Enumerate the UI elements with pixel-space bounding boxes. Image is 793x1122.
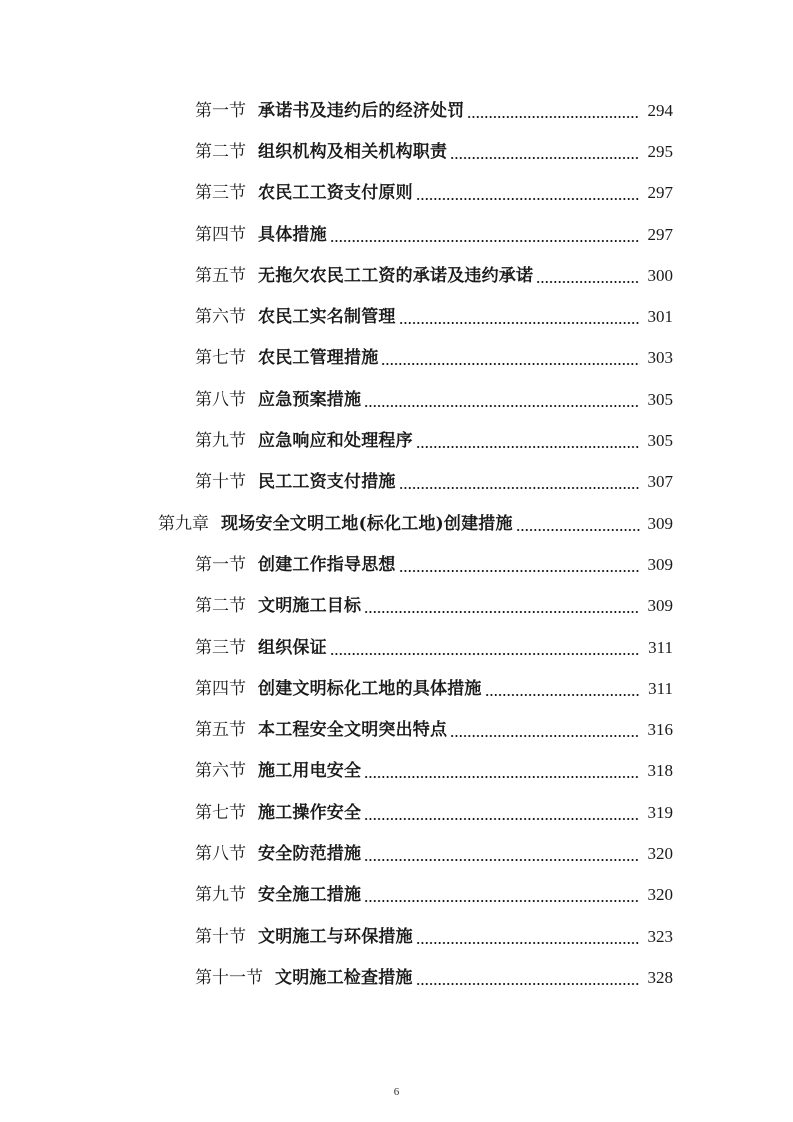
toc-entry-title: 文明施工与环保措施	[258, 926, 413, 947]
toc-section-entry[interactable]	[0, 296, 793, 337]
dot-leader	[330, 240, 640, 242]
dot-leader	[364, 776, 640, 778]
toc-entry-title: 应急响应和处理程序	[258, 431, 413, 452]
toc-entry-number: 第二节	[195, 141, 246, 162]
dot-leader	[416, 198, 640, 200]
toc-entry-title: 创建文明标化工地的具体措施	[258, 678, 482, 699]
toc-section-entry[interactable]	[0, 916, 793, 957]
toc-section-entry[interactable]	[0, 131, 793, 172]
toc-entry-number: 第五节	[195, 720, 246, 741]
dot-leader	[364, 900, 640, 902]
toc-entry-title: 现场安全文明工地(标化工地)创建措施	[221, 513, 513, 534]
toc-section-entry[interactable]	[0, 875, 793, 916]
toc-section-entry[interactable]	[0, 379, 793, 420]
toc-entry-page: 305	[647, 389, 673, 409]
toc-entry-title: 本工程安全文明突出特点	[258, 720, 448, 741]
toc-entry-page: 297	[647, 183, 673, 203]
toc-entry-page: 316	[647, 720, 673, 740]
toc-entry-page: 318	[647, 761, 673, 781]
dot-leader	[381, 363, 640, 365]
toc-entry-page: 301	[647, 307, 673, 327]
toc-entry-title: 施工用电安全	[258, 761, 362, 782]
dot-leader	[364, 405, 640, 407]
dot-leader	[399, 487, 640, 489]
dot-leader	[450, 735, 640, 737]
dot-leader	[399, 322, 640, 324]
table-of-contents	[0, 90, 793, 999]
toc-entry-title: 应急预案措施	[258, 389, 362, 410]
dot-leader	[516, 529, 640, 531]
toc-entry-page: 309	[647, 596, 673, 616]
toc-section-entry[interactable]	[0, 544, 793, 585]
toc-entry-number: 第七节	[195, 348, 246, 369]
toc-entry-number: 第三节	[195, 637, 246, 658]
toc-entry-page: 309	[647, 554, 673, 574]
toc-entry-number: 第一节	[195, 100, 246, 121]
toc-entry-page: 311	[648, 678, 673, 698]
toc-entry-page: 300	[647, 265, 673, 285]
dot-leader	[485, 694, 640, 696]
toc-section-entry[interactable]	[0, 586, 793, 627]
toc-entry-page: 305	[647, 431, 673, 451]
dot-leader	[416, 942, 640, 944]
toc-chapter-entry[interactable]	[0, 503, 793, 544]
toc-section-entry[interactable]	[0, 462, 793, 503]
dot-leader	[416, 983, 640, 985]
dot-leader	[330, 653, 640, 655]
toc-entry-title: 文明施工目标	[258, 596, 362, 617]
toc-entry-page: 319	[647, 802, 673, 822]
toc-entry-number: 第九章	[158, 513, 209, 534]
toc-entry-number: 第一节	[195, 554, 246, 575]
toc-section-entry[interactable]	[0, 751, 793, 792]
toc-entry-title: 农民工实名制管理	[258, 307, 396, 328]
toc-entry-title: 安全施工措施	[258, 885, 362, 906]
toc-section-entry[interactable]	[0, 173, 793, 214]
page-number: 6	[393, 1086, 400, 1098]
toc-entry-page: 303	[647, 348, 673, 368]
toc-section-entry[interactable]	[0, 668, 793, 709]
toc-entry-title: 组织机构及相关机构职责	[258, 141, 448, 162]
toc-entry-number: 第五节	[195, 265, 246, 286]
toc-entry-number: 第七节	[195, 802, 246, 823]
toc-entry-page: 328	[647, 967, 673, 987]
toc-entry-title: 农民工工资支付原则	[258, 183, 413, 204]
toc-entry-title: 创建工作指导思想	[258, 554, 396, 575]
toc-section-entry[interactable]	[0, 627, 793, 668]
toc-entry-title: 文明施工检查措施	[275, 967, 413, 988]
toc-entry-title: 承诺书及违约后的经济处罚	[258, 100, 465, 121]
toc-entry-title: 无拖欠农民工工资的承诺及违约承诺	[258, 265, 534, 286]
toc-entry-page: 295	[647, 141, 673, 161]
toc-entry-page: 309	[647, 513, 673, 533]
toc-section-entry[interactable]	[0, 420, 793, 461]
toc-entry-number: 第四节	[195, 678, 246, 699]
toc-entry-page: 323	[647, 926, 673, 946]
toc-section-entry[interactable]	[0, 792, 793, 833]
toc-entry-page: 297	[647, 224, 673, 244]
dot-leader	[416, 446, 640, 448]
toc-section-entry[interactable]	[0, 255, 793, 296]
toc-entry-number: 第六节	[195, 307, 246, 328]
toc-entry-number: 第十一节	[195, 967, 263, 988]
toc-section-entry[interactable]	[0, 90, 793, 131]
toc-entry-page: 320	[647, 885, 673, 905]
toc-section-entry[interactable]	[0, 957, 793, 998]
toc-entry-number: 第八节	[195, 389, 246, 410]
toc-entry-title: 组织保证	[258, 637, 327, 658]
toc-entry-number: 第十节	[195, 472, 246, 493]
toc-entry-number: 第二节	[195, 596, 246, 617]
toc-entry-number: 第六节	[195, 761, 246, 782]
toc-entry-number: 第九节	[195, 885, 246, 906]
dot-leader	[467, 116, 640, 118]
toc-entry-number: 第九节	[195, 431, 246, 452]
toc-entry-number: 第八节	[195, 843, 246, 864]
dot-leader	[364, 859, 640, 861]
toc-entry-page: 294	[647, 100, 673, 120]
dot-leader	[364, 818, 640, 820]
toc-entry-title: 具体措施	[258, 224, 327, 245]
dot-leader	[364, 611, 640, 613]
toc-entry-title: 安全防范措施	[258, 843, 362, 864]
toc-entry-title: 农民工管理措施	[258, 348, 379, 369]
toc-section-entry[interactable]	[0, 214, 793, 255]
toc-entry-page: 311	[648, 637, 673, 657]
dot-leader	[399, 570, 640, 572]
toc-entry-page: 307	[647, 472, 673, 492]
toc-entry-title: 施工操作安全	[258, 802, 362, 823]
toc-entry-title: 民工工资支付措施	[258, 472, 396, 493]
toc-section-entry[interactable]	[0, 709, 793, 750]
toc-entry-number: 第十节	[195, 926, 246, 947]
dot-leader	[450, 157, 640, 159]
dot-leader	[536, 281, 640, 283]
toc-section-entry[interactable]	[0, 833, 793, 874]
toc-section-entry[interactable]	[0, 338, 793, 379]
toc-entry-number: 第三节	[195, 183, 246, 204]
toc-entry-number: 第四节	[195, 224, 246, 245]
toc-entry-page: 320	[647, 843, 673, 863]
